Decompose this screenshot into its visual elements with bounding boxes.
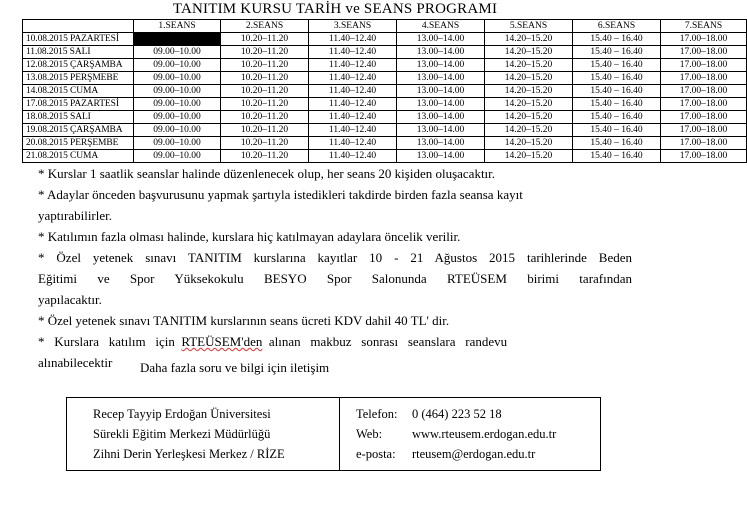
institution-name: Recep Tayyip Erdoğan Üniversitesi	[93, 407, 271, 421]
schedule-slot-cell: 15.40 – 16.40	[573, 111, 661, 124]
note-item-5: * Özel yetenek sınavı TANITIM kurslarının seans ücreti KDV dahil 40 TL' dir.	[38, 313, 450, 328]
schedule-slot-cell: 17.00–18.00	[661, 33, 747, 46]
column-header-seans-5: 5.SEANS	[485, 20, 573, 33]
note-item-6-line-1	[38, 331, 632, 352]
note-item-4-line-2-text: Eğitimi ve Spor Yüksekokulu BESYO Spor Salonunda RTEÜSEM birimi tarafından	[38, 271, 632, 286]
table-row	[23, 33, 747, 46]
schedule-slot-cell: 14.20–15.20	[485, 137, 573, 150]
schedule-slot-cell: 17.00–18.00	[661, 59, 747, 72]
schedule-slot-cell: 09.00–10.00	[134, 59, 221, 72]
schedule-slot-cell: 11.40–12.40	[309, 85, 397, 98]
table-row	[23, 124, 747, 137]
phone-row	[356, 404, 599, 424]
schedule-date-cell: 12.08.2015 ÇARŞAMBA	[23, 59, 134, 72]
schedule-slot-cell: 10.20–11.20	[221, 59, 309, 72]
table-row	[23, 59, 747, 72]
schedule-slot-cell: 10.20–11.20	[221, 111, 309, 124]
schedule-slot-cell: 15.40 – 16.40	[573, 33, 661, 46]
schedule-slot-cell: 13.00–14.00	[397, 137, 485, 150]
note-item-6-prefix: * Kurslara katılım için	[38, 334, 182, 349]
schedule-date-cell: 19.08.2015 ÇARŞAMBA	[23, 124, 134, 137]
web-label: Web:	[356, 427, 383, 441]
schedule-slot-cell: 13.00–14.00	[397, 98, 485, 111]
schedule-slot-cell: 10.20–11.20	[221, 98, 309, 111]
schedule-slot-cell: 15.40 – 16.40	[573, 98, 661, 111]
table-row	[23, 85, 747, 98]
notes-section	[38, 163, 632, 373]
schedule-slot-cell: 13.00–14.00	[397, 150, 485, 163]
table-row	[23, 137, 747, 150]
schedule-slot-cell: 11.40–12.40	[309, 59, 397, 72]
schedule-slot-cell: 14.20–15.20	[485, 150, 573, 163]
schedule-slot-cell: 09.00–10.00	[134, 137, 221, 150]
schedule-slot-cell: 14.20–15.20	[485, 98, 573, 111]
schedule-slot-cell: 15.40 – 16.40	[573, 150, 661, 163]
schedule-slot-cell: 14.20–15.20	[485, 46, 573, 59]
schedule-slot-cell: 13.00–14.00	[397, 33, 485, 46]
table-row	[23, 98, 747, 111]
schedule-slot-cell: 13.00–14.00	[397, 72, 485, 85]
note-item-6-line-2: alınabilecektir	[38, 355, 113, 370]
schedule-slot-cell: 15.40 – 16.40	[573, 124, 661, 137]
schedule-date-cell: 11.08.2015 SALI	[23, 46, 134, 59]
schedule-date-cell: 13.08.2015 PERŞMEBE	[23, 72, 134, 85]
schedule-date-cell: 20.08.2015 PERŞEMBE	[23, 137, 134, 150]
schedule-date-cell: 17.08.2015 PAZARTESİ	[23, 98, 134, 111]
schedule-slot-cell: 14.20–15.20	[485, 124, 573, 137]
schedule-slot-cell: 17.00–18.00	[661, 98, 747, 111]
schedule-slot-cell-blacked-out	[134, 33, 221, 46]
schedule-slot-cell: 09.00–10.00	[134, 111, 221, 124]
contact-address-column	[67, 398, 340, 470]
column-header-seans-7: 7.SEANS	[661, 20, 747, 33]
schedule-slot-cell: 13.00–14.00	[397, 124, 485, 137]
schedule-slot-cell: 09.00–10.00	[134, 98, 221, 111]
schedule-slot-cell: 14.20–15.20	[485, 85, 573, 98]
schedule-table	[22, 19, 747, 163]
schedule-slot-cell: 15.40 – 16.40	[573, 59, 661, 72]
note-item-4-line-2	[38, 268, 632, 289]
schedule-date-cell: 21.08.2015 CUMA	[23, 150, 134, 163]
table-row	[23, 72, 747, 85]
email-value[interactable]: rteusem@erdogan.edu.tr	[412, 447, 536, 461]
department-name: Sürekli Eğitim Merkezi Müdürlüğü	[93, 427, 271, 441]
schedule-slot-cell: 17.00–18.00	[661, 137, 747, 150]
column-header-seans-1: 1.SEANS	[134, 20, 221, 33]
schedule-slot-cell: 11.40–12.40	[309, 111, 397, 124]
note-item-2-line-1: * Adaylar önceden başvurusunu yapmak şartıyla istedikleri takdirde birden fazla seansa kayıt	[38, 187, 523, 202]
column-header-seans-4: 4.SEANS	[397, 20, 485, 33]
schedule-slot-cell: 11.40–12.40	[309, 137, 397, 150]
column-header-seans-6: 6.SEANS	[573, 20, 661, 33]
schedule-slot-cell: 09.00–10.00	[134, 124, 221, 137]
table-row	[23, 150, 747, 163]
schedule-slot-cell: 11.40–12.40	[309, 46, 397, 59]
schedule-date-cell: 14.08.2015 CUMA	[23, 85, 134, 98]
schedule-slot-cell: 15.40 – 16.40	[573, 72, 661, 85]
schedule-slot-cell: 11.40–12.40	[309, 98, 397, 111]
schedule-slot-cell: 14.20–15.20	[485, 111, 573, 124]
schedule-slot-cell: 15.40 – 16.40	[573, 85, 661, 98]
schedule-slot-cell: 17.00–18.00	[661, 124, 747, 137]
web-row	[356, 424, 599, 444]
email-row	[356, 444, 599, 464]
note-item-4-line-1	[38, 247, 632, 268]
schedule-slot-cell: 15.40 – 16.40	[573, 46, 661, 59]
schedule-slot-cell: 10.20–11.20	[221, 72, 309, 85]
schedule-slot-cell: 14.20–15.20	[485, 59, 573, 72]
schedule-table-body	[23, 33, 747, 163]
page-title: TANITIM KURSU TARİH ve SEANS PROGRAMI	[172, 1, 498, 17]
note-item-4-line-1-text: * Özel yetenek sınavı TANITIM kurslarına kayıtlar 10 - 21 Ağustos 2015 tarihlerinde Beden	[38, 250, 632, 265]
schedule-table-container	[22, 19, 728, 163]
column-header-date	[23, 20, 134, 33]
schedule-slot-cell: 17.00–18.00	[661, 85, 747, 98]
schedule-date-cell: 10.08.2015 PAZARTESİ	[23, 33, 134, 46]
column-header-seans-3: 3.SEANS	[309, 20, 397, 33]
schedule-slot-cell: 10.20–11.20	[221, 46, 309, 59]
schedule-slot-cell: 10.20–11.20	[221, 150, 309, 163]
note-item-1: * Kurslar 1 saatlik seanslar halinde düzenlenecek olup, her seans 20 kişiden oluşacaktır.	[38, 166, 496, 181]
schedule-slot-cell: 17.00–18.00	[661, 150, 747, 163]
phone-label: Telefon:	[356, 407, 398, 421]
schedule-slot-cell: 09.00–10.00	[134, 85, 221, 98]
schedule-slot-cell: 11.40–12.40	[309, 72, 397, 85]
note-item-3: * Katılımın fazla olması halinde, kurslara hiç katılmayan adaylara öncelik verilir.	[38, 229, 461, 244]
table-row	[23, 111, 747, 124]
schedule-slot-cell: 09.00–10.00	[134, 72, 221, 85]
schedule-slot-cell: 14.20–15.20	[485, 33, 573, 46]
schedule-slot-cell: 10.20–11.20	[221, 124, 309, 137]
schedule-slot-cell: 11.40–12.40	[309, 150, 397, 163]
schedule-slot-cell: 14.20–15.20	[485, 72, 573, 85]
campus-address: Zihni Derin Yerleşkesi Merkez / RİZE	[93, 447, 285, 461]
schedule-slot-cell: 10.20–11.20	[221, 137, 309, 150]
column-header-seans-2: 2.SEANS	[221, 20, 309, 33]
phone-value: 0 (464) 223 52 18	[412, 407, 502, 421]
schedule-slot-cell: 13.00–14.00	[397, 46, 485, 59]
schedule-slot-cell: 11.40–12.40	[309, 33, 397, 46]
table-row	[23, 46, 747, 59]
schedule-slot-cell: 10.20–11.20	[221, 33, 309, 46]
schedule-slot-cell: 10.20–11.20	[221, 85, 309, 98]
schedule-slot-cell: 11.40–12.40	[309, 124, 397, 137]
table-header-row	[23, 20, 747, 33]
email-label: e-posta:	[356, 447, 396, 461]
schedule-slot-cell: 09.00–10.00	[134, 150, 221, 163]
schedule-slot-cell: 13.00–14.00	[397, 111, 485, 124]
contact-info-box	[66, 397, 601, 471]
schedule-date-cell: 18.08.2015 SALI	[23, 111, 134, 124]
schedule-slot-cell: 15.40 – 16.40	[573, 137, 661, 150]
contact-intro-text: Daha fazla soru ve bilgi için iletişim	[140, 360, 330, 375]
schedule-slot-cell: 13.00–14.00	[397, 59, 485, 72]
note-item-4-line-3: yapılacaktır.	[38, 292, 102, 307]
schedule-slot-cell: 13.00–14.00	[397, 85, 485, 98]
schedule-slot-cell: 17.00–18.00	[661, 46, 747, 59]
schedule-slot-cell: 09.00–10.00	[134, 46, 221, 59]
contact-details-column	[340, 398, 599, 470]
schedule-slot-cell: 17.00–18.00	[661, 111, 747, 124]
note-item-2-line-2: yaptırabilirler.	[38, 208, 113, 223]
note-item-6-suffix: alınan makbuz sonrası seanslara randevu	[262, 334, 508, 349]
spellcheck-flagged-word: RTEÜSEM'den	[181, 334, 263, 349]
schedule-slot-cell: 17.00–18.00	[661, 72, 747, 85]
web-value[interactable]: www.rteusem.erdogan.edu.tr	[412, 427, 557, 441]
